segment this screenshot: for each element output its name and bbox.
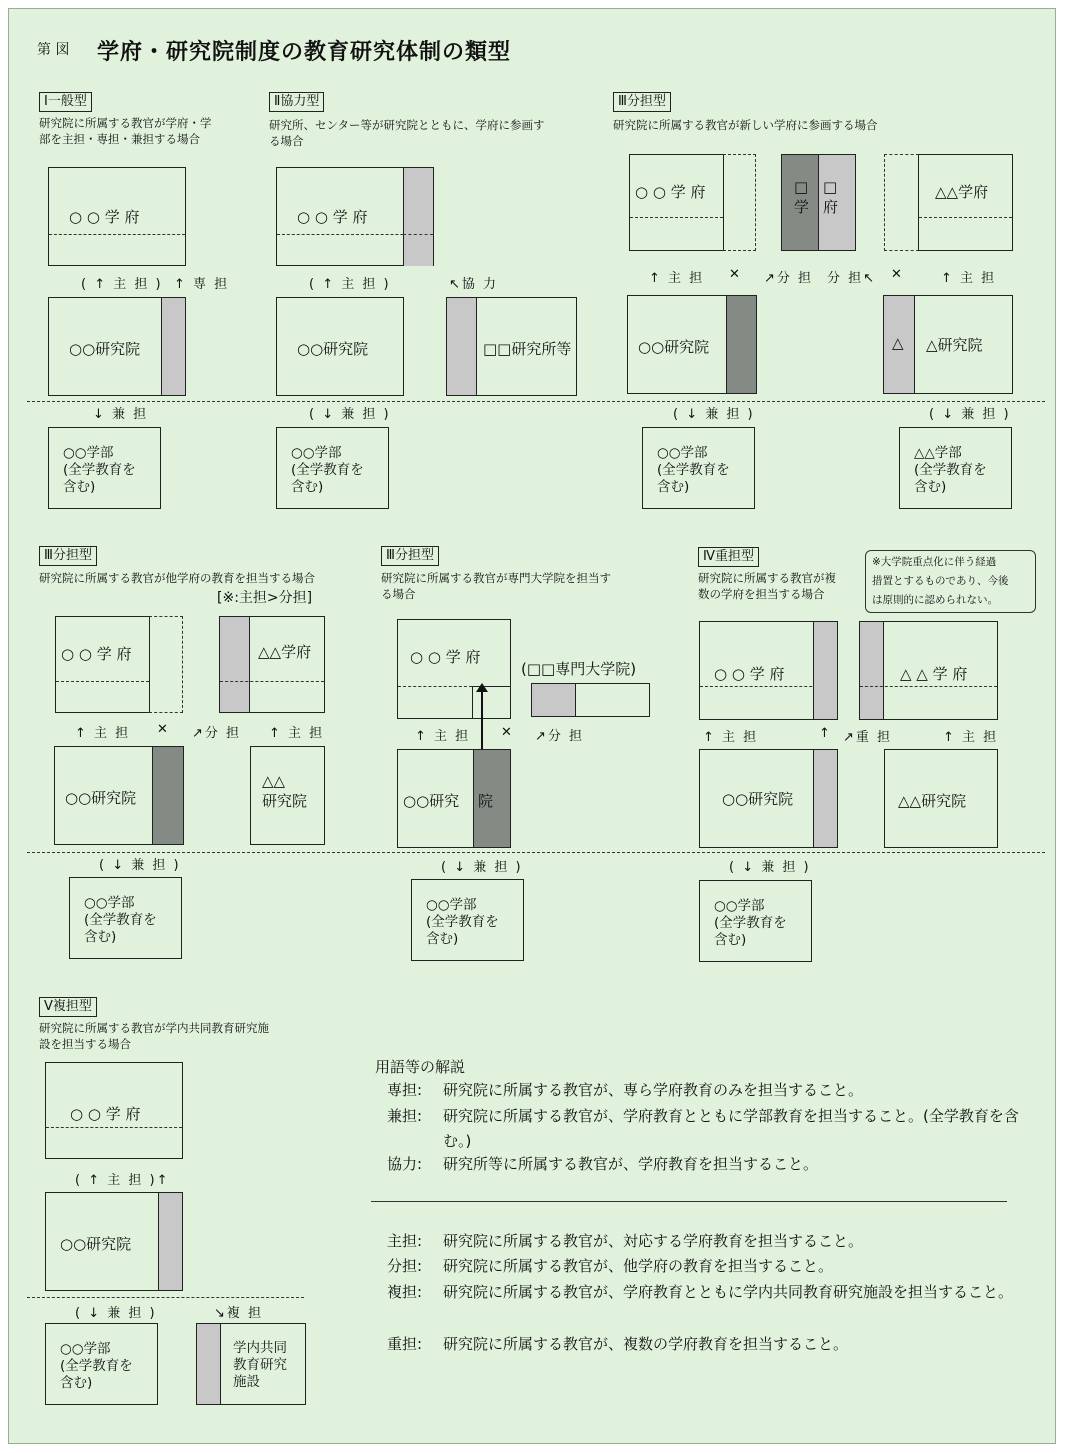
line: (全学教育を [84,912,157,928]
definition: 研究院に所属する教官が、対応する学府教育を担当すること。 [443,1232,864,1250]
term: 兼担: [387,1107,423,1125]
gakufu-box [276,167,434,266]
kyoryoku-arrow: ↖協 力 [449,277,499,292]
desc-line: る場合 [381,587,416,601]
kenkyuin-box [45,1192,183,1291]
shade [446,297,477,396]
kenkyuin-box [627,295,757,394]
kanntan-arrow: ( ↓ 兼 担 ) [99,858,181,873]
shade [813,749,838,848]
line: ○○学部 [714,898,765,914]
box-label: ○ ○ 学 府 [635,183,706,201]
kanntan-arrow: ( ↓ 兼 担 ) [673,407,755,422]
divider [49,234,185,235]
divider [403,234,433,235]
shutan-arrow: ↑ 主 担 [943,730,999,745]
kanntan-arrow: ( ↓ 兼 担 ) [729,860,811,875]
kenkyuin-box [276,297,404,396]
divider [398,686,472,687]
divider [919,217,1012,218]
term: 専担: [387,1081,423,1099]
shade [152,746,184,845]
kenkyuin-box [54,746,184,845]
box-label: ○ ○ 学 府 [714,665,785,683]
gakubu-box [48,427,161,509]
line: (全学教育を [914,462,987,478]
line: ○○学部 [657,445,708,461]
gakufu-box [397,619,511,719]
line: (全学教育を [426,914,499,930]
gakufu-tt-box [918,154,1013,251]
fukutan-arrow: ↘複 担 [214,1306,264,1321]
box-label: ○ ○ 学 府 [61,645,132,663]
extension-dashed [884,154,919,251]
term: 協力: [387,1155,423,1173]
line: (全学教育を [714,915,787,931]
term: 複担: [387,1283,423,1301]
page-title: 学府・研究院制度の教育研究体制の類型 [97,40,512,65]
definition: 研究院に所属する教官が、他学府の教育を担当すること。 [443,1257,834,1275]
gakubu-tt-box [899,427,1012,509]
box-label: ○○研究院 [69,340,141,358]
gakubu-box [45,1323,158,1405]
row-separator [27,401,1045,402]
gakufu-box [48,167,186,266]
kanntan-arrow: ( ↓ 兼 担 ) [309,407,391,422]
desc-line: 研究院に所属する教官が学府・学 [39,116,212,130]
desc-line: 設を担当する場合 [39,1037,131,1051]
type5-desc [39,1020,269,1052]
type1-label: Ⅰ一般型 [39,92,92,112]
type4-desc [698,570,836,602]
new-gakufu-char: □府 [823,178,839,216]
line: 含む) [63,479,96,495]
line: 研究院 [262,792,308,810]
shutan-arrow: ↑ 主 担 [941,271,997,286]
divider [220,681,324,682]
line: 含む) [84,929,117,945]
shade [531,683,576,717]
shade [196,1323,221,1405]
divider [56,681,149,682]
senmon-label: (□□専門大学院) [521,660,637,678]
arrow-head [476,683,488,692]
box-label: ○ ○ 学 府 [69,208,140,226]
type4-note [865,550,1036,613]
note-line: 措置とするものであり、今後 [872,575,1009,587]
line: △△ [262,772,286,790]
type3b-note: [※:主担>分担] [217,590,313,606]
cross-mark: ✕ [729,267,742,282]
line: 含む) [60,1375,93,1391]
bunntan-arrow: ↗分 担 [535,729,585,744]
desc-line: 研究院に所属する教官が専門大学院を担当す [381,571,611,585]
type1-desc [39,115,212,147]
gakufu-box [699,621,838,720]
line: 含む) [914,479,947,495]
gakubu-box [642,427,755,509]
definition: 研究院に所属する教官が、専ら学府教育のみを担当すること。 [443,1081,864,1099]
shutan-arrow: ( ↑ 主 担 ) [309,277,391,292]
facility-box [196,1323,306,1405]
connector-arrow-line [481,689,483,749]
note-line: ※大学院重点化に伴う経過 [872,556,997,568]
note-line: は原則的に認められない。 [872,594,998,606]
glossary-item [387,1229,1027,1254]
gakufu-tt-box [859,621,998,720]
extension-dashed [149,616,183,713]
senntan-arrow: ↑ 専 担 [174,277,230,292]
gakufu-tt-box [219,616,325,713]
box-label: ○○研究院 [722,790,794,808]
glossary-item [387,1104,1027,1154]
kenkyuin-box [48,297,186,396]
box-label: ○○研究院 [60,1235,132,1253]
box-label: △△研究院 [898,792,967,810]
glossary-item [387,1152,1027,1177]
type3a-label: Ⅲ分担型 [613,92,671,112]
kanntan-arrow: ( ↓ 兼 担 ) [75,1306,157,1321]
shutan-arrow: ↑ 主 担 [703,730,759,745]
new-gakufu-char: □学 [794,178,810,216]
box-label: 院 [478,792,494,810]
desc-line: 数の学府を担当する場合 [698,587,825,601]
shade [813,621,838,720]
line: 学内共同 [233,1340,287,1356]
kanntan-arrow: ( ↓ 兼 担 ) [929,407,1011,422]
box-label: △ [892,334,904,352]
divider [630,217,723,218]
shade [161,297,186,396]
box-label: □□研究所等 [483,340,572,358]
kenkyuin-tt-box [250,746,325,845]
definition: 研究院に所属する教官が、複数の学府教育を担当すること。 [443,1335,849,1353]
box-label: ○ ○ 学 府 [410,648,481,666]
desc-line: 研究所、センター等が研究院とともに、学府に参画す [269,118,545,132]
shutan-arrow: ↑ 主 担 [649,271,705,286]
shade [726,295,757,394]
up-arrow: ↑ [819,726,832,741]
type3c-desc [381,570,611,602]
bunntan-arrow: 分 担↖ [827,271,877,286]
kenkyuin-box [397,749,511,848]
glossary-item [387,1078,1027,1103]
gakufu-box [629,154,724,251]
desc-line: 研究院に所属する教官が複 [698,571,836,585]
page [8,8,1056,1444]
shutan-arrow: ( ↑ 主 担 ) [81,277,163,292]
glossary-item [387,1332,1027,1357]
kenkyuin-box [699,749,838,848]
gakufu-box [45,1062,183,1159]
shutan-arrow: ↑ 主 担 [75,726,131,741]
kanntan-arrow: ( ↓ 兼 担 ) [441,860,523,875]
box-label: △研究院 [926,336,983,354]
line: (全学教育を [60,1358,133,1374]
line: ○○学部 [63,445,114,461]
senmon-box [531,683,650,717]
line: (全学教育を [657,462,730,478]
figure-number: 第 図 [37,42,70,58]
row-separator [27,852,1045,853]
type3a-desc: 研究院に所属する教官が新しい学府に参画する場合 [613,118,878,132]
type3c-label: Ⅲ分担型 [381,546,439,566]
institute-box [446,297,577,396]
line: △△学部 [914,445,962,461]
desc-line: 部を主担・専担・兼担する場合 [39,132,200,146]
line: 含む) [657,479,690,495]
box-label: ○○研究院 [65,789,137,807]
shutan-arrow: ↑ 主 担 [269,726,325,741]
line: ○○学部 [60,1341,111,1357]
type2-label: Ⅱ協力型 [269,92,324,112]
glossary-item [387,1280,1027,1305]
kenkyuin-tt-box [883,295,1013,394]
line: 教育研究 [233,1357,287,1373]
box-label: △ △ 学 府 [900,665,968,683]
box-label: ○○研究院 [297,340,369,358]
term: 主担: [387,1232,423,1250]
gakubu-box [411,879,524,961]
definition: 研究院に所属する教官が、学府教育とともに学部教育を担当すること。(全学教育を含む。) [443,1107,1019,1150]
line: ○○学部 [84,895,135,911]
gakufu-box [55,616,150,713]
type3b-desc: 研究院に所属する教官が他学府の教育を担当する場合 [39,571,315,585]
juutan-arrow: ↗重 担 [843,730,893,745]
type2-desc [269,117,545,149]
shade [403,167,434,266]
box-label: ○ ○ 学 府 [297,208,368,226]
type5-label: Ⅴ複担型 [39,997,97,1017]
line: ○○学部 [426,897,477,913]
line: 含む) [426,931,459,947]
box-label: △△学府 [258,643,312,661]
term: 重担: [387,1335,423,1353]
type4-label: Ⅳ重担型 [698,547,759,567]
extension-dashed [723,154,756,251]
divider [46,1127,182,1128]
box-label: ○○研究 [403,792,460,810]
line: 施設 [233,1374,260,1390]
shade [158,1192,183,1291]
box-label: ○○研究院 [638,338,710,356]
bunntan-arrow: ↗分 担 [764,271,814,286]
shade [859,621,884,720]
definition: 研究所等に所属する教官が、学府教育を担当すること。 [443,1155,819,1173]
gakubu-box [276,427,389,509]
shutan-arrow: ( ↑ 主 担 )↑ [75,1173,170,1188]
desc-line: る場合 [269,134,304,148]
box-label: ○ ○ 学 府 [70,1105,141,1123]
type3b-label: Ⅲ分担型 [39,546,97,566]
line: ○○学部 [291,445,342,461]
kenkyuin-tt-box [884,749,998,848]
glossary-title: 用語等の解説 [375,1058,466,1076]
cross-mark: ✕ [501,725,514,740]
gakubu-box [69,877,182,959]
box-label: △△学府 [935,183,989,201]
glossary-divider [371,1201,1007,1202]
desc-line: 研究院に所属する教官が学内共同教育研究施 [39,1021,269,1035]
row-separator [27,1297,304,1298]
glossary-item [387,1254,1027,1279]
bunntan-arrow: ↗分 担 [192,726,242,741]
line: (全学教育を [291,462,364,478]
line: 含む) [291,479,324,495]
cross-mark: ✕ [157,722,170,737]
term: 分担: [387,1257,423,1275]
shade [219,616,250,713]
divider [860,686,997,687]
line: 含む) [714,932,747,948]
definition: 研究院に所属する教官が、学府教育とともに学内共同教育研究施設を担当すること。 [443,1283,1014,1301]
shutan-arrow: ↑ 主 担 [415,729,471,744]
line: (全学教育を [63,462,136,478]
gakubu-box [699,880,812,962]
cross-mark: ✕ [891,267,904,282]
kanntan-arrow: ↓ 兼 担 [93,407,149,422]
